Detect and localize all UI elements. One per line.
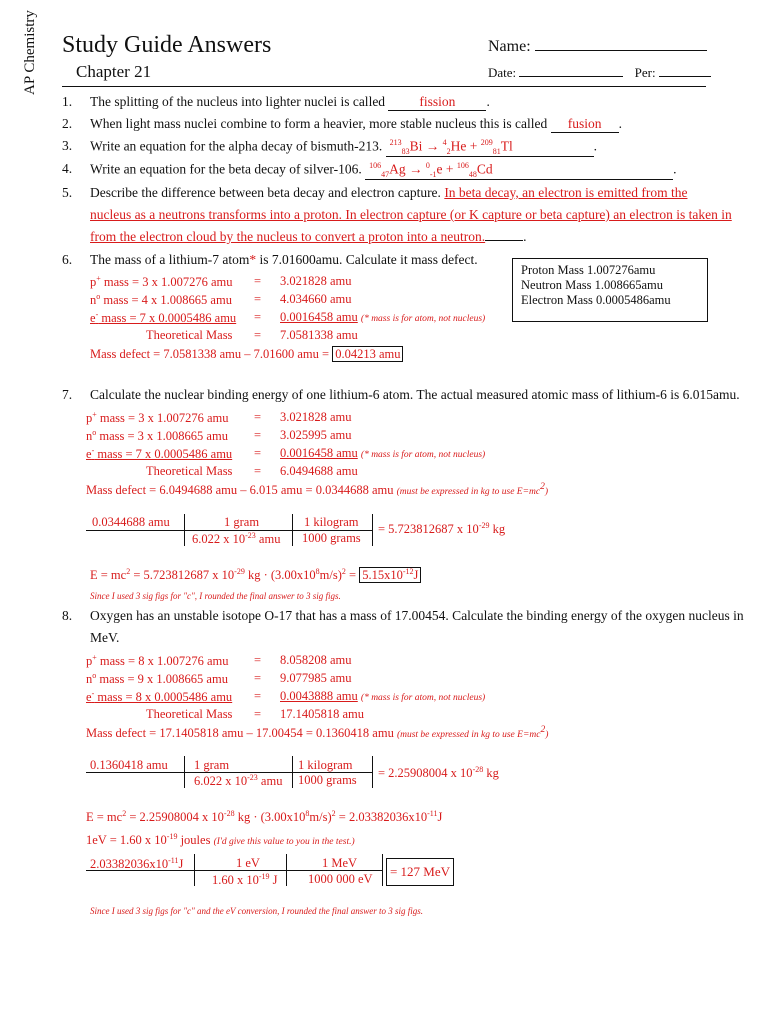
name-field[interactable] xyxy=(488,36,707,56)
name-blank[interactable] xyxy=(535,36,707,51)
q6-theo-eq: = xyxy=(254,328,262,342)
q8-defect: Mass defect = 17.1405818 amu – 17.00454 = 0.1360418 amu (must be expressed in kg to use E=mc$^2$) xyxy=(86,725,549,741)
q7-p-mass: p+ mass = 3 x 1.007276 amu xyxy=(86,410,229,426)
q6-p-mass: p+ mass = 3 x 1.007276 amu xyxy=(90,274,233,290)
q4-answer: $^{106}_{47}$Ag → $^0_{-1}$e + $^{106}_{48}$Cd xyxy=(365,161,673,180)
proton-mass: Proton Mass 1.007276amu xyxy=(521,263,656,277)
q8-n-val: 9.077985 amu xyxy=(280,671,352,685)
q5-answer-l2: nucleus as a neutrons transforms into a proton. In electron capture (or K capture or beta capture) an electron is taken in xyxy=(90,207,732,222)
q6-n-mass: $n^o$ mass = 4 x 1.008665 amu xyxy=(90,292,232,308)
q6-text: The mass of a lithium-7 atom* is 7.01600amu. Calculate it mass defect. xyxy=(90,252,478,267)
q5-text: Describe the difference between beta decay and electron capture. In beta decay, an electron is emitted from the xyxy=(90,185,688,200)
mass-reference-box xyxy=(512,258,708,322)
q7-answer-box: $5.15x10^{-12}J$ xyxy=(359,567,421,583)
q8-conv-sep2 xyxy=(292,756,293,788)
q8-conv-grams-denom: 1000 grams xyxy=(298,773,357,787)
page-title: Study Guide Answers xyxy=(62,32,272,58)
q8-ev-sep3 xyxy=(382,854,383,886)
chapter-label: Chapter 21 xyxy=(76,62,152,81)
name-label: Name: xyxy=(488,38,531,55)
q6-theo-label: Theoretical Mass xyxy=(146,328,233,342)
q8-conv-amu: 0.1360418 amu xyxy=(90,758,168,772)
q8-conv-amu-denom: 6.022 x $10^{-23}$ amu xyxy=(194,773,283,789)
q6-n-eq: = xyxy=(254,292,262,306)
q8-theo-eq: = xyxy=(254,707,262,721)
q7-conv-amu: 0.0344688 amu xyxy=(92,515,170,529)
q7-n-val: 3.025995 amu xyxy=(280,428,352,442)
q8-conv-result: = 2.25908004 x $10^{-28}$ kg xyxy=(378,765,499,781)
q7-conv-result: = 5.723812687 x $10^{-29}$ kg xyxy=(378,521,506,537)
q6-number: 6. xyxy=(62,252,73,267)
q8-c3-top: 1 MeV xyxy=(322,856,358,870)
q8-c1: $2.03382036x10^{-11}J$ xyxy=(90,856,184,872)
q7-e-val: 0.0016458 amu (* mass is for atom, not nucleus) xyxy=(280,446,486,460)
per-blank[interactable] xyxy=(659,64,711,77)
q7-conv-amu-denom: 6.022 x $10^{-23}$ amu xyxy=(192,531,281,547)
q7-theo-label: Theoretical Mass xyxy=(146,464,233,478)
q7-p-eq: = xyxy=(254,410,262,424)
q8-energy: $E = mc^2 = 2.25908004$ x $10^{-28}$ kg · $(3.00x10^8m/s)^2 = 2.03382036x10^{-11}J$ xyxy=(86,809,443,825)
q6-p-val: 3.021828 amu xyxy=(280,274,352,288)
q8-conv-sep1 xyxy=(184,756,185,788)
q7-theo-eq: = xyxy=(254,464,262,478)
q3-text: Write an equation for the alpha decay of bismuth-213. $^{213}_{83}$Bi → $^4_2$He + $^{209}_{81}$Tl . xyxy=(90,138,597,157)
q7-e-eq: = xyxy=(254,446,262,460)
q8-note: Since I used 3 sig figs for "c" and the eV conversion, I rounded the final answer to 3 sig figs. xyxy=(90,906,424,916)
q8-c2-top: 1 eV xyxy=(236,856,260,870)
q8-ev-sep1 xyxy=(194,854,195,886)
q8-p-val: 8.058208 amu xyxy=(280,653,352,667)
q7-e-mass: e- mass = 7 x 0.0005486 amu xyxy=(86,446,233,462)
q8-conv-gram: 1 gram xyxy=(194,758,230,772)
q8-e-eq: = xyxy=(254,689,262,703)
q7-defect: Mass defect = 6.0494688 amu – 6.015 amu = 0.0344688 amu (must be expressed in kg to use E=mc$^2$) xyxy=(86,482,549,498)
q7-text: Calculate the nuclear binding energy of one lithium-6 atom. The actual measured atomic mass of lithium-6 is 6.015amu. xyxy=(90,387,740,402)
q1-number: 1. xyxy=(62,94,73,109)
q8-conv-sep3 xyxy=(372,756,373,788)
q6-defect: Mass defect = 7.0581338 amu – 7.01600 amu = 0.04213 amu xyxy=(90,347,403,362)
q5-answer-l3-wrap: from the electron cloud by the nucleus to convert a proton into a neutron. . xyxy=(90,229,527,244)
neutron-mass: Neutron Mass 1.008665amu xyxy=(521,278,663,292)
q7-number: 7. xyxy=(62,387,73,402)
q7-conv-grams-denom: 1000 grams xyxy=(302,531,361,545)
per-label: Per: xyxy=(634,65,656,80)
q8-text-l2: MeV. xyxy=(90,630,120,645)
q7-theo-val: 6.0494688 amu xyxy=(280,464,358,478)
q8-conv-rule xyxy=(86,772,372,773)
q8-number: 8. xyxy=(62,608,73,623)
q6-theo-val: 7.0581338 amu xyxy=(280,328,358,342)
q1-answer: fission xyxy=(388,94,486,111)
q8-theo-label: Theoretical Mass xyxy=(146,707,233,721)
q6-e-eq: = xyxy=(254,310,262,324)
q8-conv-kg: 1 kilogram xyxy=(298,758,353,772)
q7-conv-gram: 1 gram xyxy=(224,515,260,529)
q1-text: The splitting of the nucleus into lighter nuclei is called fission . xyxy=(90,94,490,109)
q7-p-val: 3.021828 amu xyxy=(280,410,352,424)
q2-answer: fusion xyxy=(551,116,619,133)
q8-e-mass: e- mass = 8 x 0.0005486 amu xyxy=(86,689,233,705)
date-label: Date: xyxy=(488,65,517,80)
q7-conv-sep3 xyxy=(372,514,373,546)
q7-n-eq: = xyxy=(254,428,262,442)
q4-number: 4. xyxy=(62,161,73,176)
q8-p-mass: p+ mass = 8 x 1.007276 amu xyxy=(86,653,229,669)
q8-ev-sep2 xyxy=(286,854,287,886)
date-blank[interactable] xyxy=(519,64,623,77)
q8-text: Oxygen has an unstable isotope O-17 that has a mass of 17.00454. Calculate the binding energy of the oxygen nucleus in xyxy=(90,608,744,623)
q6-n-val: 4.034660 amu xyxy=(280,292,352,306)
q4-text: Write an equation for the beta decay of silver-106. $^{106}_{47}$Ag → $^0_{-1}$e + $^{106}_{48}$Cd . xyxy=(90,161,677,180)
q8-ev-line: 1eV = 1.60 x $10^{-19}$ joules (I'd give this value to you in the test.) xyxy=(86,832,355,848)
q6-p-eq: = xyxy=(254,274,262,288)
q6-e-mass: e- mass = 7 x 0.0005486 amu xyxy=(90,310,237,326)
date-field[interactable] xyxy=(488,64,711,81)
q8-p-eq: = xyxy=(254,653,262,667)
q8-answer-box: = 127 MeV xyxy=(386,858,454,886)
q8-c2-bot: 1.60 x $10^{-19}$ J xyxy=(212,872,278,888)
q5-answer-l3: from the electron cloud by the nucleus to convert a proton into a neutron. xyxy=(90,229,486,244)
q8-ev-rule xyxy=(86,870,382,871)
q6-answer-box: 0.04213 amu xyxy=(332,346,403,362)
q2-number: 2. xyxy=(62,116,73,131)
q2-text: When light mass nuclei combine to form a heavier, more stable nucleus this is called fusion . xyxy=(90,116,622,131)
header-rule xyxy=(62,86,706,87)
q8-e-val: 0.0043888 amu (* mass is for atom, not nucleus) xyxy=(280,689,486,703)
q7-n-mass: $n^o$ mass = 3 x 1.008665 amu xyxy=(86,428,228,444)
q3-number: 3. xyxy=(62,138,73,153)
q7-note: Since I used 3 sig figs for "c", I rounded the final answer to 3 sig figs. xyxy=(90,591,341,601)
electron-mass: Electron Mass 0.0005486amu xyxy=(521,293,671,307)
q7-conv-sep2 xyxy=(292,514,293,546)
q7-conv-rule xyxy=(86,530,372,531)
q5-number: 5. xyxy=(62,185,73,200)
q3-answer: $^{213}_{83}$Bi → $^4_2$He + $^{209}_{81}$Tl xyxy=(386,138,594,157)
side-label: AP Chemistry xyxy=(22,10,38,95)
q8-n-mass: $n^o$ mass = 9 x 1.008665 amu xyxy=(86,671,228,687)
q8-n-eq: = xyxy=(254,671,262,685)
q7-conv-sep1 xyxy=(184,514,185,546)
q8-c3-bot: 1000 000 eV xyxy=(308,872,373,886)
q7-energy: $E = mc^2 = 5.723812687$ x $10^{-29}$ kg · $(3.00x10^8m/s)^2 = 5.15x10^{-12}J$ xyxy=(90,567,421,583)
q8-theo-val: 17.1405818 amu xyxy=(280,707,365,721)
q5-answer-l1: In beta decay, an electron is emitted from the xyxy=(444,185,688,200)
q7-conv-kg: 1 kilogram xyxy=(304,515,359,529)
q6-e-val: 0.0016458 amu (* mass is for atom, not nucleus) xyxy=(280,310,486,324)
